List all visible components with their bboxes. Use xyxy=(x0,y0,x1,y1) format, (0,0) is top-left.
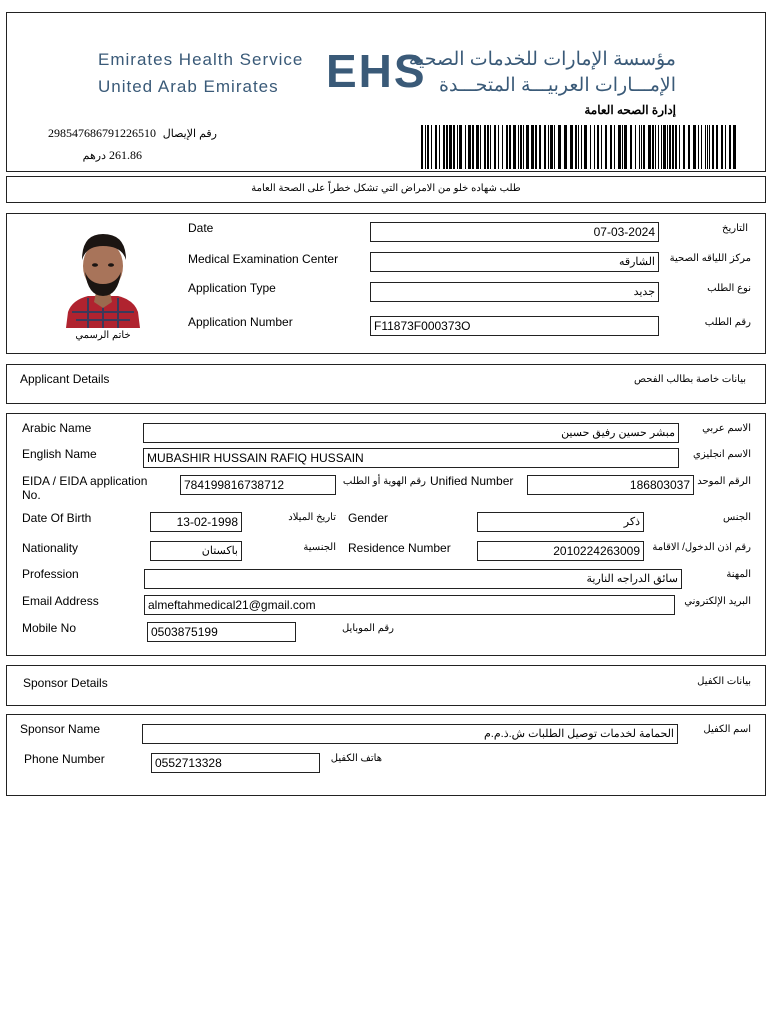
applicant-photo xyxy=(58,226,148,328)
application-number-label-ar: رقم الطلب xyxy=(704,317,751,328)
sponsor-phone-label: Phone Number xyxy=(24,752,105,766)
gender-label: Gender xyxy=(348,511,389,525)
english-name-field: MUBASHIR HUSSAIN RAFIQ HUSSAIN xyxy=(143,448,679,468)
residence-number-label-ar: رقم اذن الدخول/ الاقامة xyxy=(652,542,751,553)
profession-label-ar: المهنة xyxy=(726,569,751,580)
center-label: Medical Examination Center xyxy=(188,252,339,266)
sponsor-name-field: الحمامة لخدمات توصيل الطلبات ش.ذ.م.م xyxy=(142,724,678,744)
gender-field: ذكر xyxy=(477,512,644,532)
eida-label-line2: No. xyxy=(22,488,41,502)
unified-number-field: 186803037 xyxy=(527,475,694,495)
sponsor-name-label-ar: اسم الكفيل xyxy=(703,724,751,735)
org-name-en-line2: United Arab Emirates xyxy=(98,77,279,96)
eida-field: 784199816738712 xyxy=(180,475,336,495)
profession-label: Profession xyxy=(22,567,79,581)
department-name: إدارة الصحه العامة xyxy=(584,103,676,117)
org-name-en-line1: Emirates Health Service xyxy=(98,50,304,69)
photo-caption: خاتم الرسمي xyxy=(75,330,131,341)
email-field: almeftahmedical21@gmail.com xyxy=(144,595,675,615)
application-type-label: Application Type xyxy=(188,281,276,295)
date-label: Date xyxy=(188,221,214,235)
nationality-field: باكستان xyxy=(150,541,242,561)
dob-label: Date Of Birth xyxy=(22,511,92,525)
english-name-label-ar: الاسم انجليزي xyxy=(693,449,751,460)
residence-number-field: 2010224263009 xyxy=(477,541,644,561)
org-name-ar-line1: مؤسسة الإمارات للخدمات الصحية xyxy=(408,49,676,70)
profession-field: سائق الدراجه النارية xyxy=(144,569,682,589)
nationality-label-ar: الجنسية xyxy=(303,542,336,553)
applicant-details-title-ar: بيانات خاصة بطالب الفحص xyxy=(634,374,746,385)
sponsor-details-title: Sponsor Details xyxy=(23,676,108,690)
org-name-ar-line2: الإمـــارات العربيـــة المتحـــدة xyxy=(439,75,676,96)
nationality-label: Nationality xyxy=(22,541,79,555)
applicant-details-title: Applicant Details xyxy=(20,372,110,386)
mobile-label: Mobile No xyxy=(22,621,77,635)
form-title: طلب شهاده خلو من الامراض التي تشكل خطراً على الصحة العامة xyxy=(251,183,521,194)
arabic-name-label: Arabic Name xyxy=(22,421,92,435)
english-name-label: English Name xyxy=(22,447,97,461)
email-label: Email Address xyxy=(22,594,99,608)
date-field: 07-03-2024 xyxy=(370,222,659,242)
sponsor-phone-label-ar: هاتف الكفيل xyxy=(330,753,382,764)
ehs-logo: EHS xyxy=(326,45,427,97)
sponsor-details-header-box xyxy=(6,665,766,706)
application-type-label-ar: نوع الطلب xyxy=(707,283,751,294)
application-number-label: Application Number xyxy=(188,315,293,329)
currency-label: درهم xyxy=(82,150,106,162)
unified-number-label: Unified Number xyxy=(430,474,514,488)
application-number-field: F11873F000373O xyxy=(370,316,659,336)
sponsor-phone-field: 0552713328 xyxy=(151,753,320,773)
arabic-name-field: مبشر حسين رفيق حسين xyxy=(143,423,679,443)
unified-number-label-ar: الرقم الموحد xyxy=(697,476,751,487)
receipt-number: 298547686791226510 xyxy=(48,126,156,140)
arabic-name-label-ar: الاسم عربي xyxy=(702,423,751,434)
sponsor-name-label: Sponsor Name xyxy=(20,722,101,736)
eida-label-ar: رقم الهوية أو الطلب xyxy=(342,476,426,487)
amount-value: 261.86 xyxy=(109,148,142,162)
center-label-ar: مركز اللياقه الصحية xyxy=(669,253,751,264)
application-type-field: جديد xyxy=(370,282,659,302)
date-label-ar: التاريخ xyxy=(722,223,748,234)
residence-number-label: Residence Number xyxy=(348,541,451,555)
receipt-label: رقم الإيصال xyxy=(162,128,217,140)
mobile-label-ar: رقم الموبايل xyxy=(341,623,394,634)
email-label-ar: البريد الإلكتروني xyxy=(684,596,751,607)
eida-label-line1: EIDA / EIDA application xyxy=(22,474,148,488)
barcode xyxy=(421,125,741,169)
gender-label-ar: الجنس xyxy=(722,512,751,523)
dob-field: 13-02-1998 xyxy=(150,512,242,532)
sponsor-details-title-ar: بيانات الكفيل xyxy=(697,676,751,687)
center-field: الشارقه xyxy=(370,252,659,272)
dob-label-ar: تاريخ الميلاد xyxy=(288,512,336,523)
mobile-field: 0503875199 xyxy=(147,622,296,642)
